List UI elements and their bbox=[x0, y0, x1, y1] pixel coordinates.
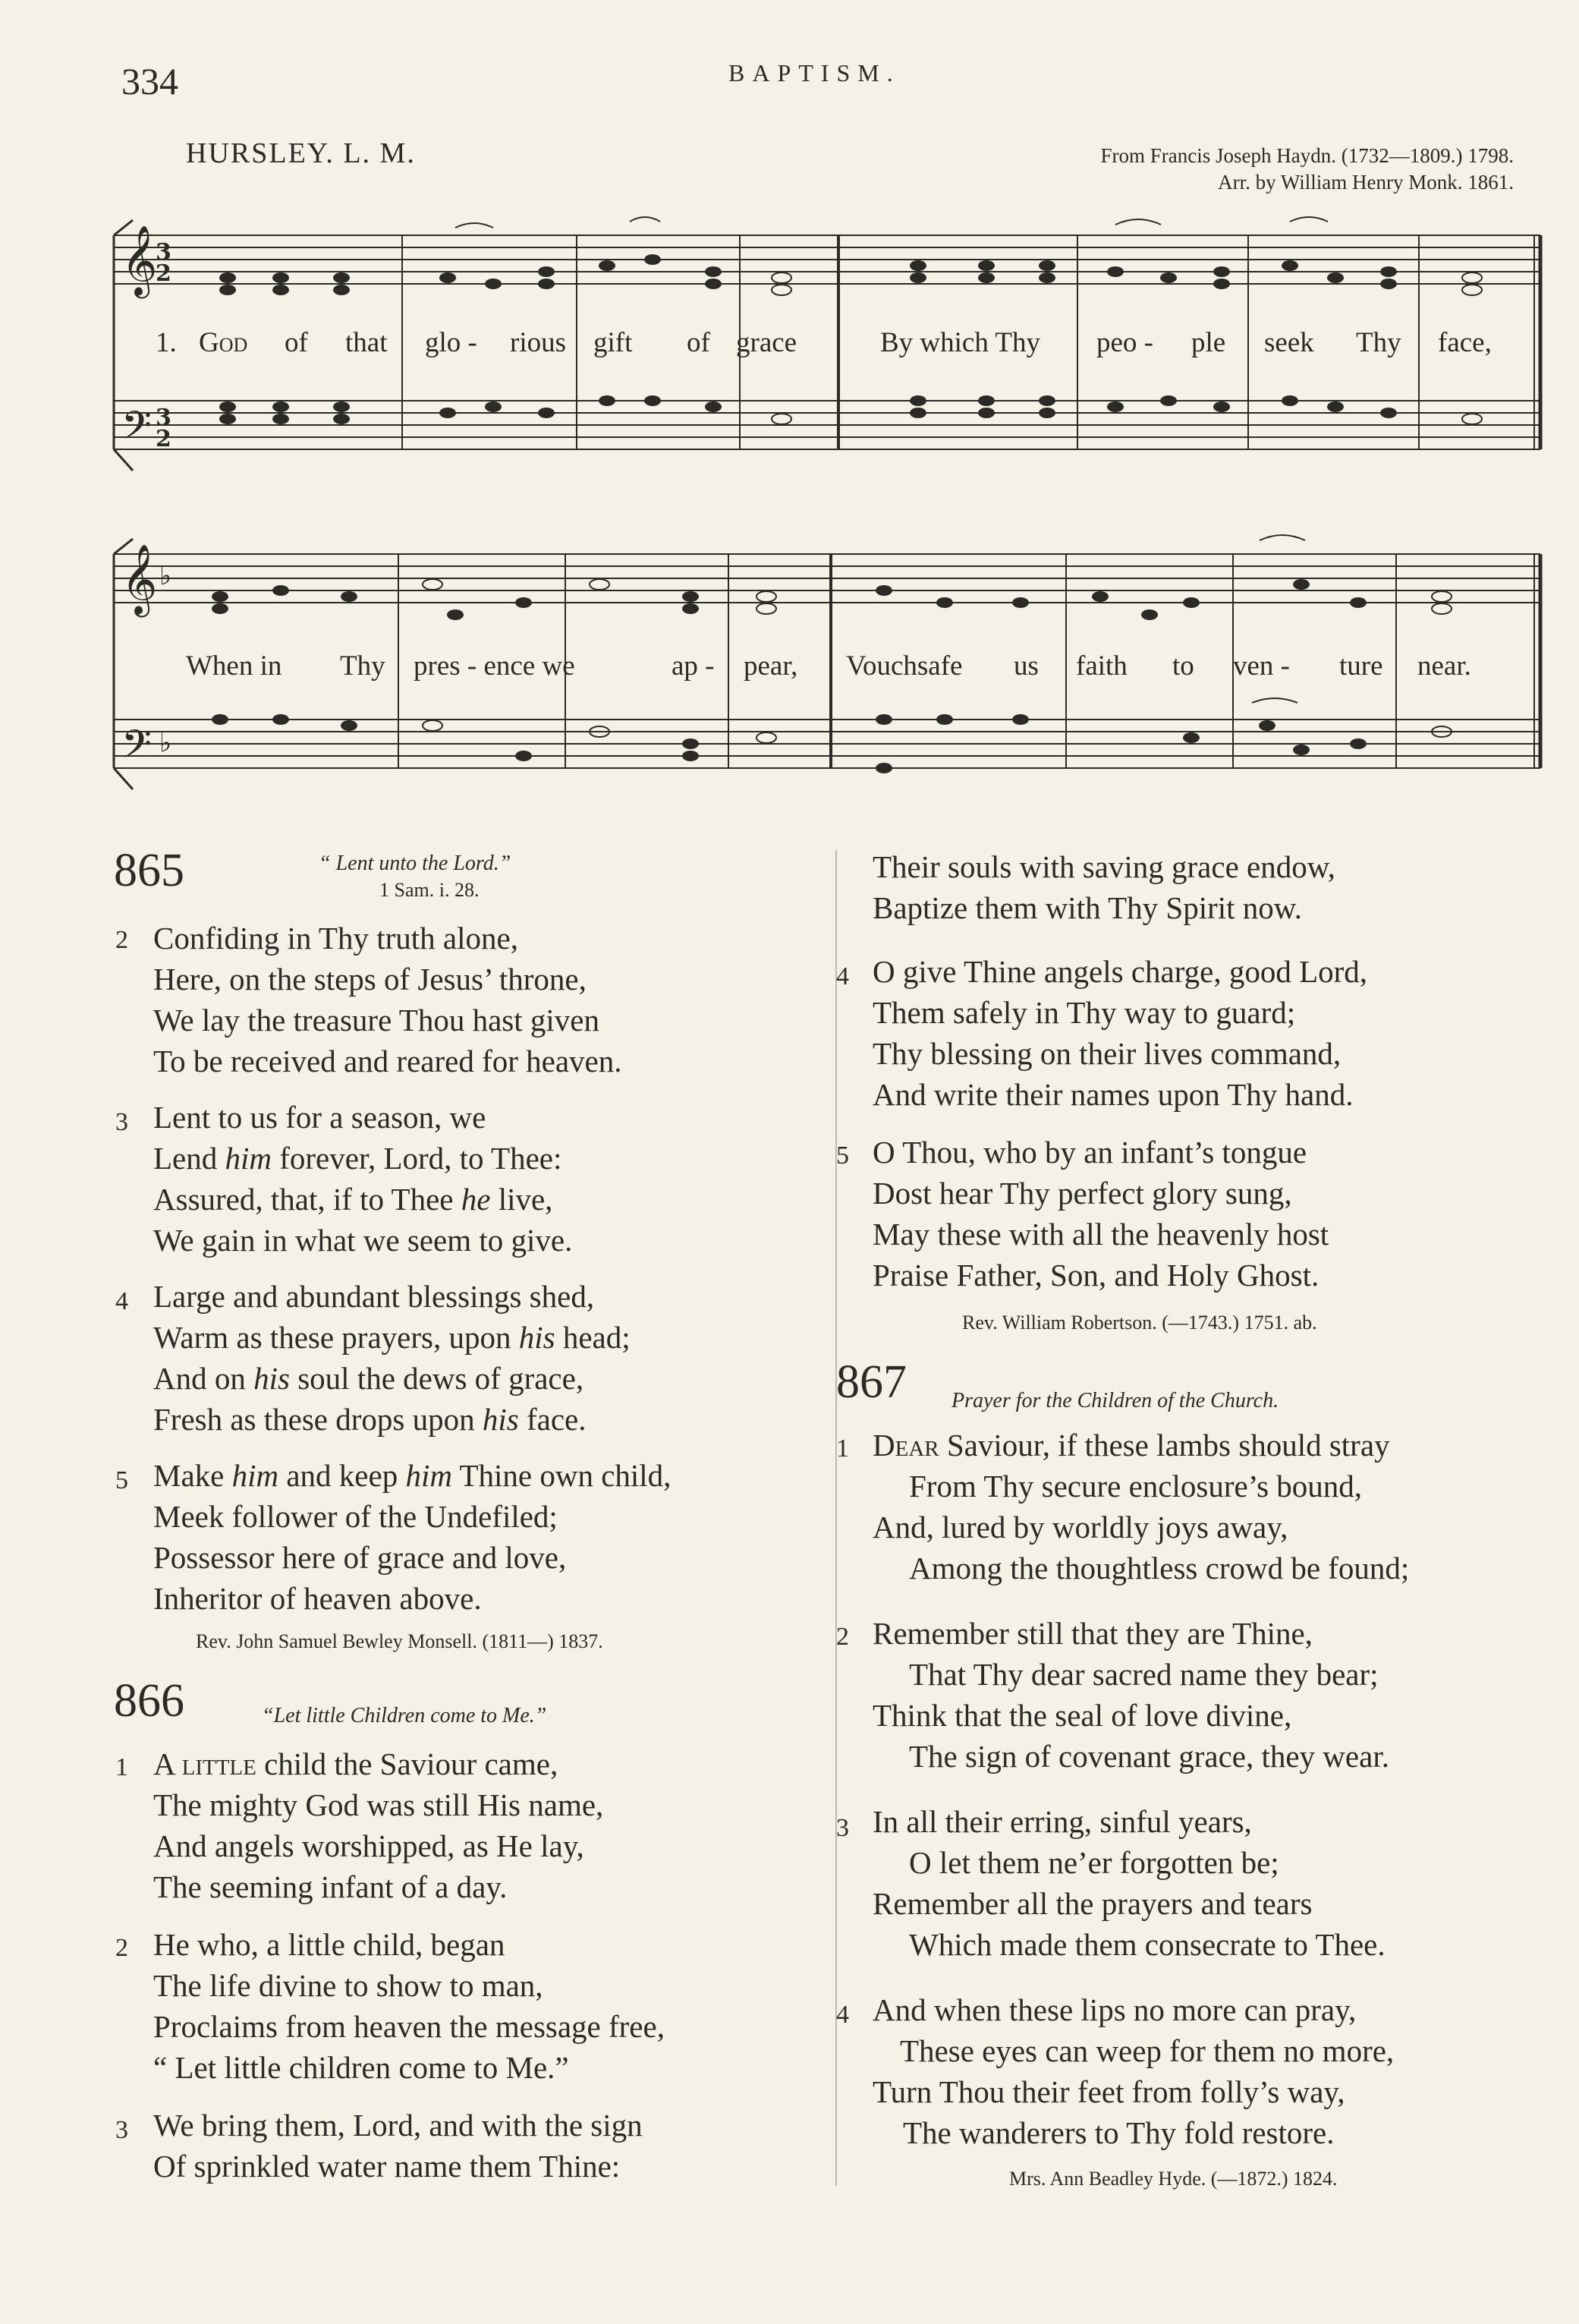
hymn-line: Lend him forever, Lord, to Thee: bbox=[153, 1141, 562, 1176]
hymn-867-author: Mrs. Ann Beadley Hyde. (—1872.) 1824. bbox=[1009, 2168, 1338, 2190]
hymn-line: The mighty God was still His name, bbox=[153, 1787, 604, 1822]
lyric-syllable: to bbox=[1172, 650, 1194, 682]
svg-text:𝄢: 𝄢 bbox=[121, 402, 152, 458]
stanza-number: 5 bbox=[115, 1466, 128, 1494]
hymn-line: Dear Saviour, if these lambs should stray bbox=[873, 1428, 1390, 1463]
hymn-line: “ Let little children come to Me.” bbox=[153, 2050, 569, 2085]
hymn-866-epigraph: “Let little Children come to Me.” bbox=[262, 1704, 547, 1727]
hymn-line: Them safely in Thy way to guard; bbox=[873, 995, 1296, 1030]
hymn-line: And, lured by worldly joys away, bbox=[873, 1510, 1288, 1545]
lyric-syllable: seek bbox=[1264, 327, 1314, 358]
lyric-syllable: peo - bbox=[1096, 327, 1153, 358]
tune-name: HURSLEY. L. M. bbox=[186, 137, 416, 169]
stanza-number: 3 bbox=[115, 2116, 128, 2144]
stanza-number: 5 bbox=[836, 1142, 849, 1170]
page-number: 334 bbox=[121, 60, 178, 102]
stanza-number: 4 bbox=[836, 2001, 849, 2029]
lyric-syllable: ple bbox=[1191, 327, 1226, 358]
hymn-line: Large and abundant blessings shed, bbox=[153, 1279, 595, 1314]
hymn-line: O Thou, who by an infant’s tongue bbox=[873, 1135, 1307, 1170]
lyric-syllable: By which Thy bbox=[880, 327, 1041, 358]
lyric-syllable: of bbox=[285, 327, 308, 358]
lyric-syllable: that bbox=[345, 327, 388, 358]
svg-text:𝄞: 𝄞 bbox=[121, 543, 158, 614]
svg-text:♭: ♭ bbox=[159, 561, 172, 591]
hymn-865-epigraph: “ Lent unto the Lord.” bbox=[319, 852, 511, 875]
lyric-syllable: ven - bbox=[1233, 650, 1290, 682]
lyric-syllable: us bbox=[1014, 650, 1039, 682]
hymn-line: Baptize them with Thy Spirit now. bbox=[873, 890, 1302, 925]
lyric-syllable: pear, bbox=[744, 650, 798, 682]
lyric-syllable: of bbox=[687, 327, 710, 358]
stanza-number: 1 bbox=[115, 1753, 128, 1781]
hymn-line: That Thy dear sacred name they bear; bbox=[909, 1657, 1379, 1692]
hymn-line: And when these lips no more can pray, bbox=[873, 1992, 1357, 2027]
hymn-867-epigraph: Prayer for the Children of the Church. bbox=[951, 1389, 1279, 1412]
hymn-line: Their souls with saving grace endow, bbox=[873, 849, 1335, 884]
hymn-line: Among the thoughtless crowd be found; bbox=[909, 1551, 1410, 1586]
hymn-line: Which made them consecrate to Thee. bbox=[909, 1927, 1386, 1962]
stanza-number: 3 bbox=[115, 1108, 128, 1136]
hymn-line: Meek follower of the Undefiled; bbox=[153, 1499, 558, 1534]
svg-text:𝄢: 𝄢 bbox=[121, 721, 152, 776]
hymn-line: Turn Thou their feet from folly’s way, bbox=[873, 2074, 1345, 2109]
stanza-number: 4 bbox=[115, 1287, 128, 1315]
hymn-line: Praise Father, Son, and Holy Ghost. bbox=[873, 1258, 1320, 1293]
svg-text:3: 3 bbox=[156, 239, 171, 266]
hymn-line: The wanderers to Thy fold restore. bbox=[903, 2115, 1335, 2150]
hymn-number-865: 865 bbox=[114, 845, 184, 896]
svg-text:𝄞: 𝄞 bbox=[121, 225, 158, 295]
lyric-syllable: When in bbox=[186, 650, 282, 682]
lyric-syllable: faith bbox=[1076, 650, 1128, 682]
hymn-line: O let them ne’er forgotten be; bbox=[909, 1845, 1279, 1880]
lyric-syllable: God bbox=[199, 327, 248, 358]
lyric-syllable: glo - bbox=[425, 327, 477, 358]
hymn-line: Inheritor of heaven above. bbox=[153, 1581, 482, 1616]
hymn-line: These eyes can weep for them no more, bbox=[900, 2033, 1395, 2068]
hymn-line: A little child the Saviour came, bbox=[153, 1746, 558, 1781]
hymn-number-867: 867 bbox=[836, 1356, 907, 1408]
svg-text:3: 3 bbox=[156, 405, 171, 431]
lyric-syllable: rious bbox=[510, 327, 566, 358]
composer-credit: From Francis Joseph Haydn. (1732—1809.) 1798. bbox=[1100, 144, 1514, 167]
hymn-line: Dost hear Thy perfect glory sung, bbox=[873, 1176, 1292, 1211]
hymn-line: Remember still that they are Thine, bbox=[873, 1616, 1313, 1651]
svg-text:2: 2 bbox=[156, 426, 171, 452]
hymn-line: The sign of covenant grace, they wear. bbox=[909, 1739, 1389, 1774]
hymn-866-author: Rev. William Robertson. (—1743.) 1751. ab. bbox=[962, 1312, 1317, 1334]
hymn-line: The seeming infant of a day. bbox=[153, 1869, 508, 1904]
hymn-line: Lent to us for a season, we bbox=[153, 1100, 486, 1135]
hymn-line: We bring them, Lord, and with the sign bbox=[153, 2108, 643, 2143]
hymn-line: And write their names upon Thy hand. bbox=[873, 1077, 1354, 1112]
lyric-syllable: face, bbox=[1438, 327, 1492, 358]
stanza-number: 1 bbox=[836, 1434, 849, 1463]
hymn-line: And angels worshipped, as He lay, bbox=[153, 1828, 584, 1863]
lyric-syllable: Vouchsafe bbox=[846, 650, 963, 682]
hymn-line: The life divine to show to man, bbox=[153, 1968, 543, 2003]
lyric-syllable: near. bbox=[1417, 650, 1471, 682]
hymn-line: Assured, that, if to Thee he live, bbox=[153, 1182, 553, 1217]
stanza-number: 2 bbox=[115, 926, 128, 954]
hymn-line: Confiding in Thy truth alone, bbox=[153, 921, 518, 956]
lyric-verse-number: 1. bbox=[156, 327, 177, 358]
hymn-line: Fresh as these drops upon his face. bbox=[153, 1402, 587, 1437]
hymn-line: Of sprinkled water name them Thine: bbox=[153, 2149, 621, 2184]
lyric-syllable: pres - ence we bbox=[414, 650, 575, 682]
lyric-syllable: gift bbox=[593, 327, 633, 358]
hymn-line: Make him and keep him Thine own child, bbox=[153, 1458, 672, 1493]
hymn-865-author: Rev. John Samuel Bewley Monsell. (1811—) 1837. bbox=[196, 1630, 603, 1652]
svg-text:2: 2 bbox=[156, 260, 171, 287]
svg-text:♭: ♭ bbox=[159, 728, 172, 758]
hymn-line: We gain in what we seem to give. bbox=[153, 1223, 573, 1258]
hymn-line: In all their erring, sinful years, bbox=[873, 1804, 1252, 1839]
hymn-line: Remember all the prayers and tears bbox=[873, 1886, 1313, 1921]
hymn-line: To be received and reared for heaven. bbox=[153, 1044, 622, 1079]
stanza-number: 2 bbox=[836, 1623, 849, 1651]
hymn-line: Warm as these prayers, upon his head; bbox=[153, 1320, 631, 1355]
running-head: BAPTISM. bbox=[728, 59, 901, 87]
hymn-number-866: 866 bbox=[114, 1675, 184, 1727]
lyric-syllable: Thy bbox=[340, 650, 385, 682]
hymn-865-reference: 1 Sam. i. 28. bbox=[379, 879, 480, 901]
lyric-syllable: ap - bbox=[672, 650, 715, 682]
hymn-line: May these with all the heavenly host bbox=[873, 1217, 1329, 1252]
arranger-credit: Arr. by William Henry Monk. 1861. bbox=[1218, 171, 1514, 194]
lyric-syllable: ture bbox=[1339, 650, 1383, 682]
hymn-line: Here, on the steps of Jesus’ throne, bbox=[153, 962, 587, 997]
stanza-number: 3 bbox=[836, 1814, 849, 1842]
hymn-line: From Thy secure enclosure’s bound, bbox=[909, 1469, 1363, 1504]
hymn-line: And on his soul the dews of grace, bbox=[153, 1361, 584, 1396]
column-divider bbox=[835, 850, 837, 2186]
stanza-number: 4 bbox=[836, 962, 849, 990]
hymn-line: We lay the treasure Thou hast given bbox=[153, 1003, 599, 1038]
hymn-line: Thy blessing on their lives command, bbox=[873, 1036, 1342, 1071]
lyric-syllable: grace bbox=[736, 327, 797, 358]
hymn-line: He who, a little child, began bbox=[153, 1927, 505, 1962]
lyric-syllable: Thy bbox=[1356, 327, 1401, 358]
stanza-number: 2 bbox=[115, 1934, 128, 1962]
hymn-line: Proclaims from heaven the message free, bbox=[153, 2009, 665, 2044]
hymn-line: Think that the seal of love divine, bbox=[873, 1698, 1292, 1733]
hymn-line: Possessor here of grace and love, bbox=[153, 1540, 567, 1575]
hymn-line: O give Thine angels charge, good Lord, bbox=[873, 954, 1368, 989]
